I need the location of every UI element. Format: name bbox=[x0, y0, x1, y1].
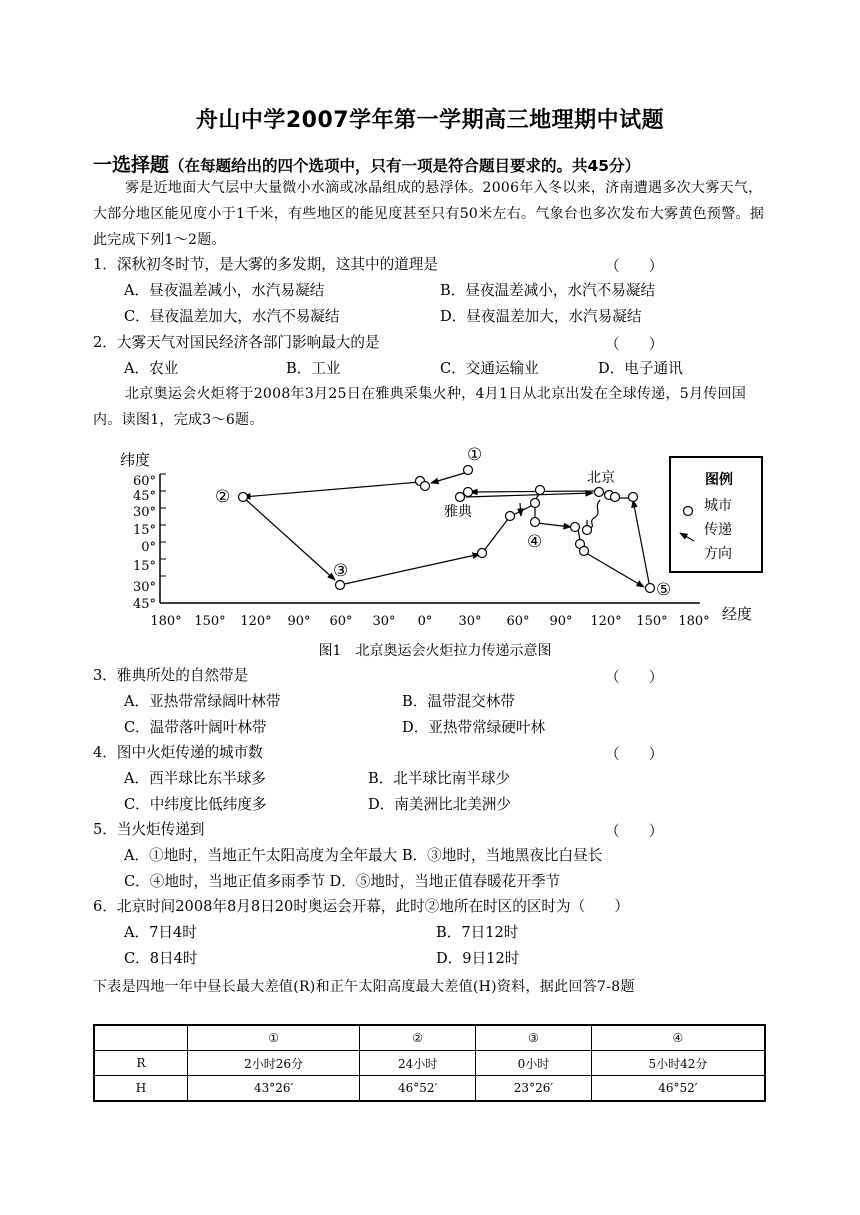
label-athens: 雅典 bbox=[444, 504, 472, 520]
legend-title: 图例 bbox=[705, 472, 733, 488]
lon-tick: 150° bbox=[194, 614, 226, 629]
question-6-stem: 6．北京时间2008年8月8日20时奥运会开幕，此时②地所在时区的区时为（ ） bbox=[93, 898, 629, 915]
lon-tick: 60° bbox=[329, 614, 353, 629]
q2-option-b: B．工业 bbox=[286, 360, 341, 377]
marker-3: ③ bbox=[333, 561, 349, 581]
q4-option-a: A．西半球比东半球多 bbox=[124, 770, 266, 787]
lat-tick: 60° bbox=[132, 474, 156, 489]
table-cell: 5小时42分 bbox=[591, 1051, 765, 1076]
legend-city-label: 城市 bbox=[704, 498, 732, 514]
table-cell: 46°52′ bbox=[360, 1076, 476, 1102]
q2-option-c: C．交通运输业 bbox=[440, 360, 539, 377]
city-marker bbox=[571, 523, 580, 532]
q4-option-b: B．北半球比南半球少 bbox=[368, 770, 511, 787]
q4-option-c: C．中纬度比低纬度多 bbox=[124, 796, 267, 813]
city-marker bbox=[629, 493, 638, 502]
question-1-stem: 1．深秋初冬时节，是大雾的多发期，这其中的道理是 bbox=[93, 256, 438, 273]
city-marker bbox=[580, 547, 589, 556]
intro-table: 下表是四地一年中昼长最大差值(R)和正午太阳高度最大差值(H)资料，据此回答7-8题 bbox=[93, 979, 635, 995]
table-cell: R bbox=[94, 1051, 188, 1076]
answer-mark-1: （ ） bbox=[605, 258, 664, 275]
section-note: （在每题给出的四个选项中，只有一项是符合题目要求的。共45分） bbox=[169, 157, 641, 175]
table-cell: 0小时 bbox=[476, 1051, 592, 1076]
lon-tick: 120° bbox=[590, 614, 622, 629]
q5-options-cd: C．④地时，当地正值多雨季节 D．⑤地时，当地正值春暖花开季节 bbox=[124, 873, 561, 890]
lat-tick: 30° bbox=[132, 580, 156, 595]
q3-option-b: B．温带混交林带 bbox=[402, 693, 515, 710]
table-header-row bbox=[94, 1025, 765, 1051]
label-beijing: 北京 bbox=[587, 470, 615, 486]
map-legend bbox=[670, 457, 762, 572]
question-4-stem: 4．图中火炬传递的城市数 bbox=[93, 744, 263, 761]
city-marker bbox=[464, 466, 473, 475]
table-row bbox=[94, 1051, 765, 1076]
marker-2: ② bbox=[215, 487, 231, 507]
section-title: 一选择题 bbox=[93, 154, 170, 176]
intro-torch: 北京奥运会火炬将于2008年3月25日在雅典采集火种，4月1日从北京出发在全球传递，5月传回国内。读图1，完成3～6题。 bbox=[93, 386, 747, 428]
q1-option-d: D．昼夜温差加大，水汽易凝结 bbox=[440, 308, 642, 325]
q6-option-a: A．7日4时 bbox=[124, 924, 197, 941]
city-marker bbox=[336, 581, 345, 590]
table-cell: 46°52′ bbox=[591, 1076, 765, 1102]
y-axis-label: 纬度 bbox=[120, 451, 151, 469]
lat-tick: 0° bbox=[141, 540, 156, 555]
city-marker bbox=[646, 584, 655, 593]
table-cell: 43°26′ bbox=[188, 1076, 360, 1102]
city-marker bbox=[531, 499, 540, 508]
page-title: 舟山中学2007学年第一学期高三地理期中试题 bbox=[195, 108, 665, 133]
lon-tick: 180° bbox=[150, 614, 182, 629]
table-cell: ② bbox=[360, 1025, 476, 1051]
marker-1: ① bbox=[467, 445, 483, 465]
lat-tick: 15° bbox=[132, 523, 156, 538]
table-cell: 23°26′ bbox=[476, 1076, 592, 1102]
lon-tick: 0° bbox=[417, 614, 433, 629]
city-marker bbox=[239, 493, 248, 502]
question-3-stem: 3．雅典所处的自然带是 bbox=[93, 667, 249, 684]
latitude-ticks bbox=[133, 474, 166, 612]
lon-tick: 90° bbox=[549, 614, 573, 629]
q1-option-c: C．昼夜温差加大，水汽不易凝结 bbox=[124, 308, 340, 325]
q6-option-c: C．8日4时 bbox=[124, 950, 198, 967]
q1-option-b: B．昼夜温差减小，水汽不易凝结 bbox=[440, 282, 656, 299]
lon-tick: 120° bbox=[240, 614, 272, 629]
marker-4: ④ bbox=[527, 532, 543, 552]
city-marker bbox=[456, 493, 465, 502]
lon-tick: 60° bbox=[506, 614, 530, 629]
longitude-ticks bbox=[150, 614, 709, 629]
q3-option-a: A．亚热带常绿阔叶林带 bbox=[124, 693, 281, 710]
city-marker bbox=[583, 526, 592, 535]
lat-tick: 15° bbox=[132, 559, 156, 574]
lon-tick: 180° bbox=[678, 614, 710, 629]
answer-mark-5: （ ） bbox=[605, 823, 664, 840]
city-marker bbox=[531, 518, 540, 527]
q6-option-d: D．9日12时 bbox=[436, 950, 520, 967]
question-5-stem: 5．当火炬传递到 bbox=[93, 821, 205, 838]
marker-5: ⑤ bbox=[656, 580, 672, 600]
city-marker bbox=[536, 486, 545, 495]
table-cell: ④ bbox=[591, 1025, 765, 1051]
city-marker bbox=[478, 549, 487, 558]
q6-option-b: B．7日12时 bbox=[436, 924, 519, 941]
legend-direction-label-2: 方向 bbox=[704, 546, 732, 562]
table-cell: H bbox=[94, 1076, 188, 1102]
table-row bbox=[94, 1076, 765, 1102]
lon-tick: 30° bbox=[372, 614, 396, 629]
city-marker bbox=[506, 512, 515, 521]
x-axis-label: 经度 bbox=[722, 605, 753, 623]
table-cell: ③ bbox=[476, 1025, 592, 1051]
city-marker bbox=[421, 482, 430, 491]
table-cell: 24小时 bbox=[360, 1051, 476, 1076]
q2-option-d: D．电子通讯 bbox=[598, 360, 683, 377]
lon-tick: 90° bbox=[287, 614, 311, 629]
q3-option-d: D．亚热带常绿硬叶林 bbox=[402, 719, 546, 736]
q3-option-c: C．温带落叶阔叶林带 bbox=[124, 719, 267, 736]
lon-tick: 30° bbox=[458, 614, 482, 629]
q2-option-a: A．农业 bbox=[124, 360, 179, 377]
city-marker bbox=[464, 488, 473, 497]
q5-options-ab: A．①地时，当地正午太阳高度为全年最大 B．③地时，当地黑夜比白昼长 bbox=[124, 847, 603, 864]
day-length-sun-height-table bbox=[93, 1024, 766, 1102]
table-cell bbox=[94, 1025, 188, 1051]
table-cell: 2小时26分 bbox=[188, 1051, 360, 1076]
city-marker bbox=[611, 493, 620, 502]
lon-tick: 150° bbox=[636, 614, 668, 629]
answer-mark-2: （ ） bbox=[605, 336, 664, 353]
q1-option-a: A．昼夜温差减小，水汽易凝结 bbox=[124, 282, 325, 299]
figure-caption: 图1 北京奥运会火炬拉力传递示意图 bbox=[318, 643, 552, 659]
lat-tick: 45° bbox=[132, 597, 156, 612]
q4-option-d: D．南美洲比北美洲少 bbox=[368, 796, 512, 813]
city-marker bbox=[595, 488, 604, 497]
lat-tick: 45° bbox=[132, 489, 156, 504]
answer-mark-3: （ ） bbox=[605, 669, 664, 686]
table-cell: ① bbox=[188, 1025, 360, 1051]
question-2-stem: 2．大雾天气对国民经济各部门影响最大的是 bbox=[93, 334, 380, 351]
legend-city-icon bbox=[684, 507, 693, 516]
answer-mark-4: （ ） bbox=[605, 746, 664, 763]
intro-fog: 雾是近地面大气层中大量微小水滴或冰晶组成的悬浮体。2006年入冬以来，济南遭遇多次大雾天气，大部分地区能见度小于1千米，有些地区的能见度甚至只有50米左右。气象台也多次发布大雾黄色预警。据此完成下列1～2题。 bbox=[93, 180, 765, 248]
legend-direction-label-1: 传递 bbox=[704, 522, 732, 538]
lat-tick: 30° bbox=[132, 505, 156, 520]
